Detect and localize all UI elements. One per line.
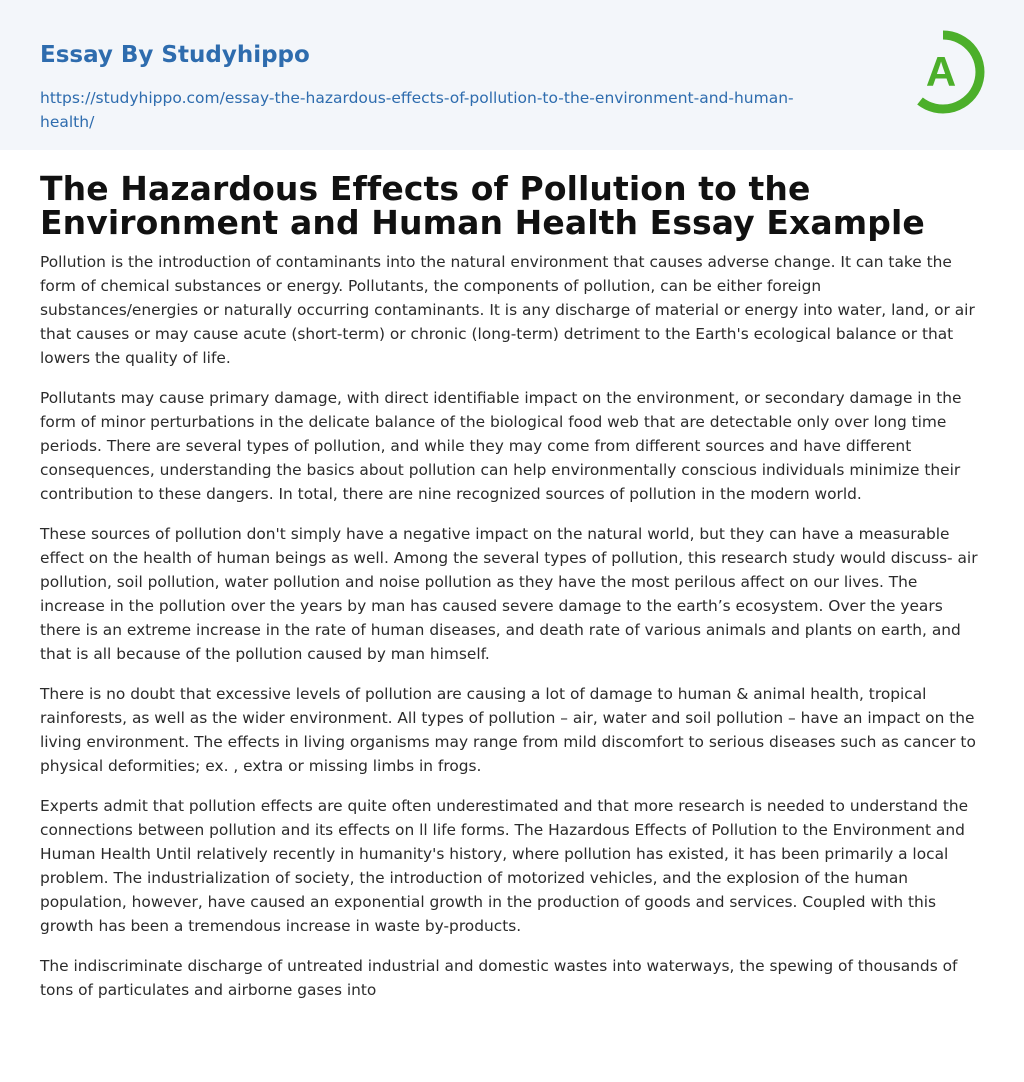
- article-paragraph-1: Pollution is the introduction of contaminants into the natural environment that causes adverse change. It can take the form of chemical substances or energy. Pollutants, the components of pollution, can be either foreign substances/energies or naturally occurring contaminants. It is any discharge of material or energy into water, land, or air that causes or may cause acute (short-term) or chronic (long-term) detriment to the Earth's ecological balance or that lowers the quality of life.: [40, 253, 975, 367]
- site-header: [0, 0, 1024, 150]
- article-paragraph-4: There is no doubt that excessive levels of pollution are causing a lot of damage to human & animal health, tropical rainforests, as well as the wider environment. All types of pollution – air, water and soil pollution – have an impact on the living environment. The effects in living organisms may range from mild discomfort to serious diseases such as cancer to physical deformities; ex. , extra or missing limbs in frogs.: [40, 685, 976, 775]
- essay-url-link[interactable]: https://studyhippo.com/essay-the-hazardous-effects-of-pollution-to-the-environment-and-human-health/: [40, 89, 794, 131]
- article-paragraph-6: The indiscriminate discharge of untreated industrial and domestic wastes into waterways, the spewing of thousands of tons of particulates and airborne gases into: [40, 957, 958, 999]
- studyhippo-logo-icon[interactable]: [900, 29, 986, 115]
- site-brand[interactable]: Essay By Studyhippo: [40, 42, 310, 68]
- article-paragraph-2: Pollutants may cause primary damage, with direct identifiable impact on the environment, or secondary damage in the form of minor perturbations in the delicate balance of the biological food web that are detectable only over long time periods. There are several types of pollution, and while they may come from different sources and have different consequences, understanding the basics about pollution can help environmentally conscious individuals minimize their contribution to these dangers. In total, there are nine recognized sources of pollution in the modern world.: [40, 389, 962, 503]
- article-paragraph-3: These sources of pollution don't simply have a negative impact on the natural world, but they can have a measurable effect on the health of human beings as well. Among the several types of pollution, this research study would discuss- air pollution, soil pollution, water pollution and noise pollution as they have the most perilous affect on our lives. The increase in the pollution over the years by man has caused severe damage to the earth’s ecosystem. Over the years there is an extreme increase in the rate of human diseases, and death rate of various animals and plants on earth, and that is all because of the pollution caused by man himself.: [40, 525, 978, 663]
- article-title: The Hazardous Effects of Pollution to the Environment and Human Health Essay Example: [40, 169, 925, 242]
- logo-letter: A: [925, 48, 957, 95]
- article: [0, 150, 1024, 1002]
- article-paragraph-5: Experts admit that pollution effects are quite often underestimated and that more research is needed to understand the connections between pollution and its effects on ll life forms. The Hazardous Effects of Pollution to the Environment and Human Health Until relatively recently in humanity's history, where pollution has existed, it has been primarily a local problem. The industrialization of society, the introduction of motorized vehicles, and the explosion of the human population, however, have caused an exponential growth in the production of goods and services. Coupled with this growth has been a tremendous increase in waste by-products.: [40, 797, 969, 935]
